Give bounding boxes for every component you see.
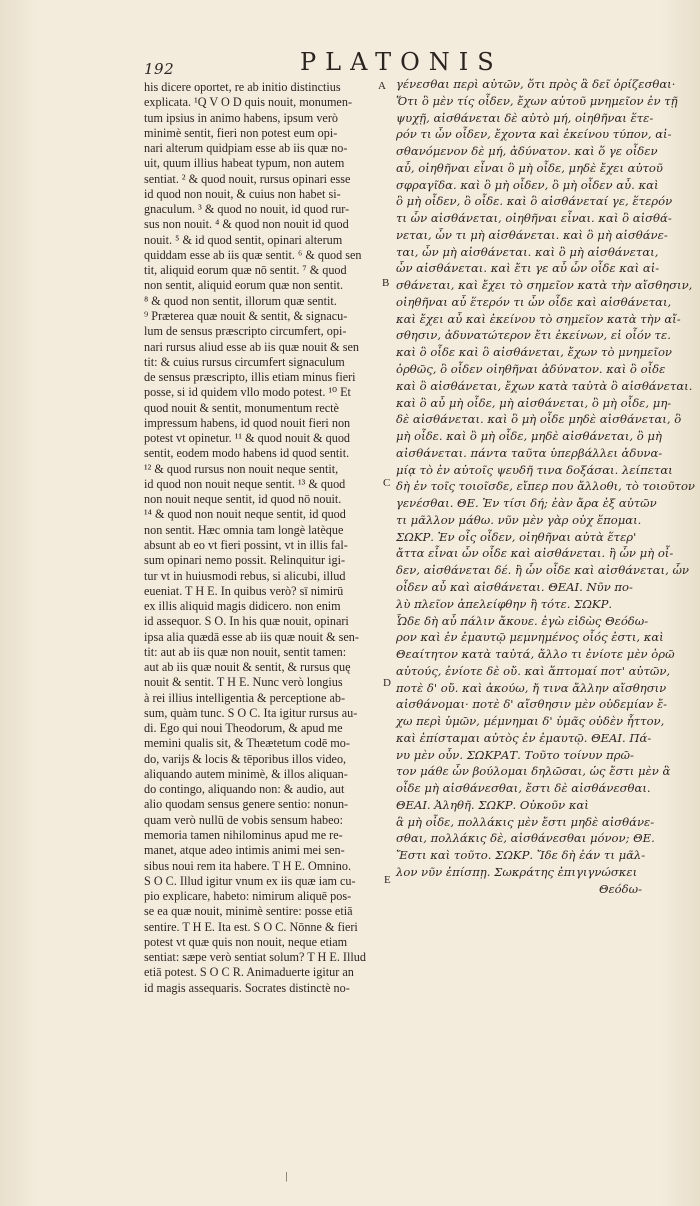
latin-text-line: sum opinari nemo possit. Relinquitur igi-: [144, 553, 346, 568]
greek-text-line: σθανόμενον δὲ μή, ἀδύνατον. καὶ ὅ γε οἶδεν: [396, 144, 658, 159]
greek-text-line: Ὅτι ὃ μὲν τίς οἶδεν, ἔχων αὐτοῦ μνημεῖον ἐν τῇ: [396, 93, 678, 108]
greek-text-line: γενέσθαι. ΘΕ. Ἐν τίσι δή; ἐὰν ἄρα ἐξ αὐτῶν: [396, 496, 657, 511]
latin-text-line: ipsa alia quædā esse ab iis quæ nouit & sen-: [144, 629, 359, 644]
greek-text-line: καὶ ἔχει αὖ καὶ ἐκείνου τὸ σημεῖον κατὰ τὴν αἴ-: [396, 311, 681, 326]
page-number: 192: [144, 60, 175, 78]
latin-text-line: sus non nouit. ⁴ & quod non nouit id quod: [144, 217, 349, 232]
greek-text-line: ὧν αἰσθάνεται. καὶ ἔτι γε αὖ ὧν οἶδε καὶ αἰ-: [396, 261, 660, 276]
latin-text-line: tit, aliquid eorum quæ nō sentit. ⁷ & quod: [144, 263, 347, 278]
greek-text-line: Θεόδω-: [598, 881, 642, 896]
latin-text-line: sum, quàm tunc. S O C. Ita igitur rursus au-: [144, 705, 358, 720]
latin-text-line: alio quodam sensus genere sentio: nonun-: [144, 797, 349, 812]
latin-translation-column: [144, 80, 374, 996]
latin-text-line: etiā potest. S O C R. Animaduerte igitur an: [144, 965, 354, 980]
latin-text-line: non sentit. Hæc omnia tam longè latèque: [144, 522, 344, 537]
latin-text-line: sentiat. ² & quod nouit, rursus opinari esse: [144, 171, 351, 186]
greek-text-line: σθησιν, ἀδυνατώτερον ἔτι ἐκείνων, εἰ οἷόν τε.: [396, 328, 671, 343]
greek-text-line: δεν, αἰσθάνεται δέ. ἢ ὧν οἶδε καὶ αἰσθάνεται, ὧν: [396, 563, 689, 578]
greek-text-line: μὴ οἶδε. καὶ ὃ μὴ οἶδε, μηδὲ αἰσθάνεται, ὃ μὴ: [396, 429, 662, 444]
latin-text-line: di. Ego qui noui Theodorum, & apud me: [144, 721, 343, 736]
latin-text-line: à rei illius intelligentia & perceptione ab-: [144, 690, 346, 705]
greek-text-line: ποτὲ δ' οὔ. καὶ ἀκούω, ἤ τινα ἄλλην αἴσθησιν: [396, 680, 667, 695]
latin-text-line: nari rursus aliud esse ab iis quæ nouit & sen: [144, 339, 359, 354]
greek-text-line: ται, ὧν μὴ αἰσθάνεται. καὶ ὃ μὴ αἰσθάνεται,: [396, 244, 659, 259]
latin-text-line: posse, si id quidem vllo modo potest. ¹⁰ Et: [144, 385, 351, 400]
latin-text-line: absunt ab eo vt fieri possint, vt in illis fal-: [144, 537, 348, 552]
latin-text-line: de sensus præscripto, illis etiam minus fieri: [144, 370, 356, 385]
latin-text-line: quam verò nullū de vobis sensum habeo:: [144, 812, 344, 827]
latin-text-line: tit: aut ab iis quæ non nouit, sentit tamen:: [144, 644, 347, 659]
latin-text-line: nari alterum quidpiam esse ab iis quæ no-: [144, 141, 348, 156]
latin-text-line: memini qualis sit, & Theætetum codē mo-: [144, 736, 350, 751]
latin-text-line: tum ipsius in animo habens, ipsum verò: [144, 110, 338, 125]
latin-text-line: nouit. ⁵ & id quod sentit, opinari alterum: [144, 232, 343, 247]
greek-text-line: ΘΕΑΙ. Ἀληθῆ. ΣΩΚΡ. Οὐκοῦν καὶ: [396, 797, 589, 812]
greek-text-line: νεται, ὧν τι μὴ αἰσθάνεται. καὶ ὃ μὴ αἰσθάνε-: [396, 227, 668, 242]
latin-text-line: aut ab iis quæ nouit & sentit, & rursus quę: [144, 660, 351, 675]
greek-text-line: δὴ ἐν τοῖς τοιοῖσδε, εἴπερ που ἄλλοθι, τὸ τοιοῦτον: [396, 479, 695, 494]
greek-text-line: σθάνεται, καὶ ἔχει τὸ σημεῖον κατὰ τὴν αἴσθησιν,: [396, 278, 693, 293]
section-letter-b: B: [382, 277, 390, 289]
latin-text-line: tur vt in huiusmodi rebus, si alicubi, illud: [144, 568, 346, 583]
latin-text-line: aliquando autem minimè, & illos aliquan-: [144, 766, 348, 781]
greek-text-line: ὃ μὴ οἶδεν, ὃ οἶδε. καὶ ὃ αἰσθάνεταί γε, ἕτερόν: [396, 194, 673, 209]
greek-text-line: δὲ αἰσθάνεται. καὶ ὃ μὴ οἶδε μηδὲ αἰσθάνεται, ὃ: [396, 412, 682, 427]
greek-text-line: ψυχῇ, αἰσθάνεται δὲ αὐτὸ μή, οἰηθῆναι ἕτε-: [396, 110, 654, 125]
latin-text-line: potest vt opinetur. ¹¹ & quod nouit & quod: [144, 431, 351, 446]
latin-text-line: ⁹ Præterea quæ nouit & sentit, & signacu-: [144, 308, 348, 323]
greek-text-line: τι ὧν αἰσθάνεται, οἰηθῆναι εἶναι. καὶ ὃ αἰσθά-: [396, 211, 672, 226]
greek-text-line: Ὧδε δὴ αὖ πάλιν ἄκουε. ἐγὼ εἰδὼς Θεόδω-: [396, 613, 649, 628]
section-letter-d: D: [383, 677, 391, 689]
greek-text-line: σφραγῖδα. καὶ ὃ μὴ οἶδεν, ὃ μὴ οἶδεν αὖ. καὶ: [396, 177, 659, 192]
latin-text-line: eueniat. T H E. In quibus verò? sī nimirū: [144, 583, 344, 598]
greek-text-line: αἰσθάνεται. πάντα ταῦτα ὑπερβάλλει ἀδυνα-: [396, 445, 663, 460]
section-letter-e: E: [384, 874, 391, 886]
greek-text-column: [396, 76, 695, 898]
latin-text-line: pio explicare, habeto: nimirum aliquē pos-: [144, 889, 352, 904]
latin-text-line: quod nouit & sentit, monumentum rectè: [144, 400, 339, 415]
greek-text-line: γένεσθαι περὶ αὐτῶν, ὅτι πρὸς ἃ δεῖ ὁρίζεσθαι·: [396, 77, 676, 91]
greek-text-line: τι μᾶλλον μάθω. νῦν μὲν γὰρ οὐχ ἕπομαι.: [396, 512, 642, 527]
greek-text-line: ρον καὶ ἐν ἐμαυτῷ μεμνημένος οἷός ἐστι, καὶ: [396, 630, 664, 645]
latin-text-line: potest vt quæ quis non nouit, neque etiam: [144, 934, 348, 949]
greek-text-line: Ἔστι καὶ τοῦτο. ΣΩΚΡ. Ἴδε δὴ ἐάν τι μᾶλ-: [396, 848, 646, 863]
greek-text-line: αὖ, οἰηθῆναι εἶναι ὃ μὴ οἶδε, μηδὲ ἔχει αὐτοῦ: [396, 160, 663, 175]
greek-text-line: ρόν τι ὧν οἶδεν, ἔχοντα καὶ ἐκείνου τύπον, αἰ-: [396, 127, 672, 142]
greek-text-line: χω περὶ ὑμῶν, μέμνημαι δ' ὑμᾶς οὐδὲν ἧττον,: [396, 714, 665, 729]
greek-text-line: Θεαίτητον κατὰ ταὐτά, ἄλλο τι ἐνίοτε μὲν ὁρῶ: [396, 647, 675, 662]
latin-text-line: id assequor. S O. In his quæ nouit, opinari: [144, 614, 349, 629]
latin-text-line: sentire. T H E. Ita est. S O C. Nōnne & fieri: [144, 919, 358, 934]
latin-text-line: do, varijs & locis & tēporibus illos video,: [144, 751, 347, 766]
latin-text-line: non nouit neque sentit, id quod nō nouit.: [144, 492, 342, 507]
latin-text-line: id quod non nouit neque sentit. ¹³ & quod: [144, 476, 346, 491]
latin-text-line: ¹² & quod rursus non nouit neque sentit,: [144, 461, 339, 476]
greek-text-line: καὶ ὃ οἶδε καὶ ὃ αἰσθάνεται, ἔχων τὸ μνημεῖον: [396, 345, 672, 360]
latin-text-line: manet, atque adeo intimis animi mei sen-: [144, 843, 345, 858]
greek-text-line: ἃ μὴ οἶδε, πολλάκις μὲν ἔστι μηδὲ αἰσθάνε-: [396, 814, 655, 829]
footer-mark: |: [285, 1172, 289, 1182]
latin-text-line: sentit, eodem modo habens id quod sentit.: [144, 446, 350, 461]
greek-text-line: οἶδε μὴ αἰσθάνεσθαι, ἔστι δὲ αἰσθάνεσθαι.: [396, 781, 651, 796]
latin-text-line: se ea quæ nouit, minimè sentire: posse etiā: [144, 904, 353, 919]
greek-text-line: καὶ ἐπίσταμαι αὐτὸς ἐν ἐμαυτῷ. ΘΕΑΙ. Πά-: [396, 730, 652, 745]
latin-text-line: gnaculum. ³ & quod no nouit, id quod rur-: [144, 202, 350, 217]
section-letter-c: C: [383, 477, 391, 489]
latin-text-line: his dicere oportet, re ab initio distinctius: [144, 80, 341, 94]
latin-text-line: quiddam esse ab iis quæ sentit. ⁶ & quod sen: [144, 247, 362, 262]
greek-text-line: αἰσθάνομαι· ποτὲ δ' αἴσθησιν μὲν οὐδεμίαν ἔ-: [396, 697, 668, 712]
latin-text-line: ex illis aliquid magis didicero. non enim: [144, 599, 341, 614]
latin-text-line: explicata. ¹Q V O D quis nouit, monumen-: [144, 95, 352, 110]
latin-text-line: tit: & cuius rursus circumfert signaculum: [144, 354, 345, 369]
greek-text-line: ΣΩΚΡ. Ἐν οἷς οἶδεν, οἰηθῆναι αὐτὰ ἕτερ': [396, 529, 637, 544]
greek-text-line: τον μάθε ὧν βούλομαι δηλῶσαι, ὡς ἔστι μὲν ἃ: [396, 764, 671, 779]
greek-text-line: μίᾳ τὸ ἐν αὐτοῖς ψευδῆ τινα δοξάσαι. λείπεται: [396, 462, 673, 477]
greek-text-line: καὶ ὃ αἰσθάνεται, ἔχων κατὰ ταὐτὰ ὃ αἰσθάνεται.: [396, 378, 693, 393]
latin-text-line: sentiat: sæpe verò sentiat solum? T H E. Illud: [144, 950, 366, 965]
greek-text-line: σθαι, πολλάκις δὲ, αἰσθάνεσθαι μόνον; ΘΕ.: [396, 831, 655, 846]
greek-text-line: καὶ ὃ αὖ μὴ οἶδε, μὴ αἰσθάνεται, ὃ μὴ οἶδε, μη-: [396, 395, 672, 410]
greek-text-line: ἄττα εἶναι ὧν οἶδε καὶ αἰσθάνεται. ἢ ὧν μὴ οἶ-: [396, 546, 674, 561]
latin-text-line: nouit & sentit. T H E. Nunc verò longius: [144, 675, 343, 690]
section-letter-a: A: [378, 80, 386, 92]
greek-text-line: ὀρθῶς, ὃ οἶδεν οἰηθῆναι ἀδύνατον. καὶ ὃ οἶδε: [396, 362, 666, 377]
greek-text-line: λον νῦν ἐπίσπῃ. Σωκράτης ἐπιγιγνώσκει: [396, 864, 638, 879]
greek-text-line: οἰηθῆναι αὖ ἕτερόν τι ὧν οἶδε καὶ αἰσθάνεται,: [396, 294, 672, 309]
greek-text-line: αὐτούς, ἐνίοτε δὲ οὔ. καὶ ἅπτομαί ποτ' αὐτῶν,: [396, 663, 671, 678]
latin-text-line: non sentit, aliquid eorum quæ non sentit.: [144, 278, 344, 293]
latin-text-line: id quod non nouit, & cuius non habet si-: [144, 186, 341, 201]
latin-text-line: uit, quum illius habeat typum, non autem: [144, 156, 345, 171]
latin-text-line: memoria tamen nihilominus apud me re-: [144, 828, 343, 843]
latin-text-line: id magis assequaris. Socrates distinctè no-: [144, 980, 350, 995]
greek-text-line: λὺ πλεῖον ἀπελείφθην ἢ τότε. ΣΩΚΡ.: [396, 596, 613, 611]
latin-text-line: lum de sensus præscripto circumfert, opi-: [144, 324, 347, 339]
latin-text-line: sibus noui rem ita habere. T H E. Omnino.: [144, 858, 352, 873]
greek-text-line: οἶδεν αὖ καὶ αἰσθάνεται. ΘΕΑΙ. Νῦν πο-: [396, 579, 633, 594]
running-title: PLATONIS: [300, 48, 503, 76]
latin-text-line: impressum habens, id quod nouit fieri non: [144, 415, 351, 430]
latin-text-line: ⁸ & quod non sentit, illorum quæ sentit.: [144, 293, 337, 308]
greek-text-line: νυ μὲν οὖν. ΣΩΚΡΑΤ. Τοῦτο τοίνυν πρῶ-: [396, 747, 634, 762]
latin-text-line: do contingo, aliquando non: & audio, aut: [144, 782, 345, 797]
latin-text-line: S O C. Illud igitur vnum ex iis quæ iam cu-: [144, 873, 356, 888]
latin-text-line: minimè sentit, fieri non potest eum opi-: [144, 125, 338, 140]
latin-text-line: ¹⁴ & quod non nouit neque sentit, id quod: [144, 507, 346, 522]
